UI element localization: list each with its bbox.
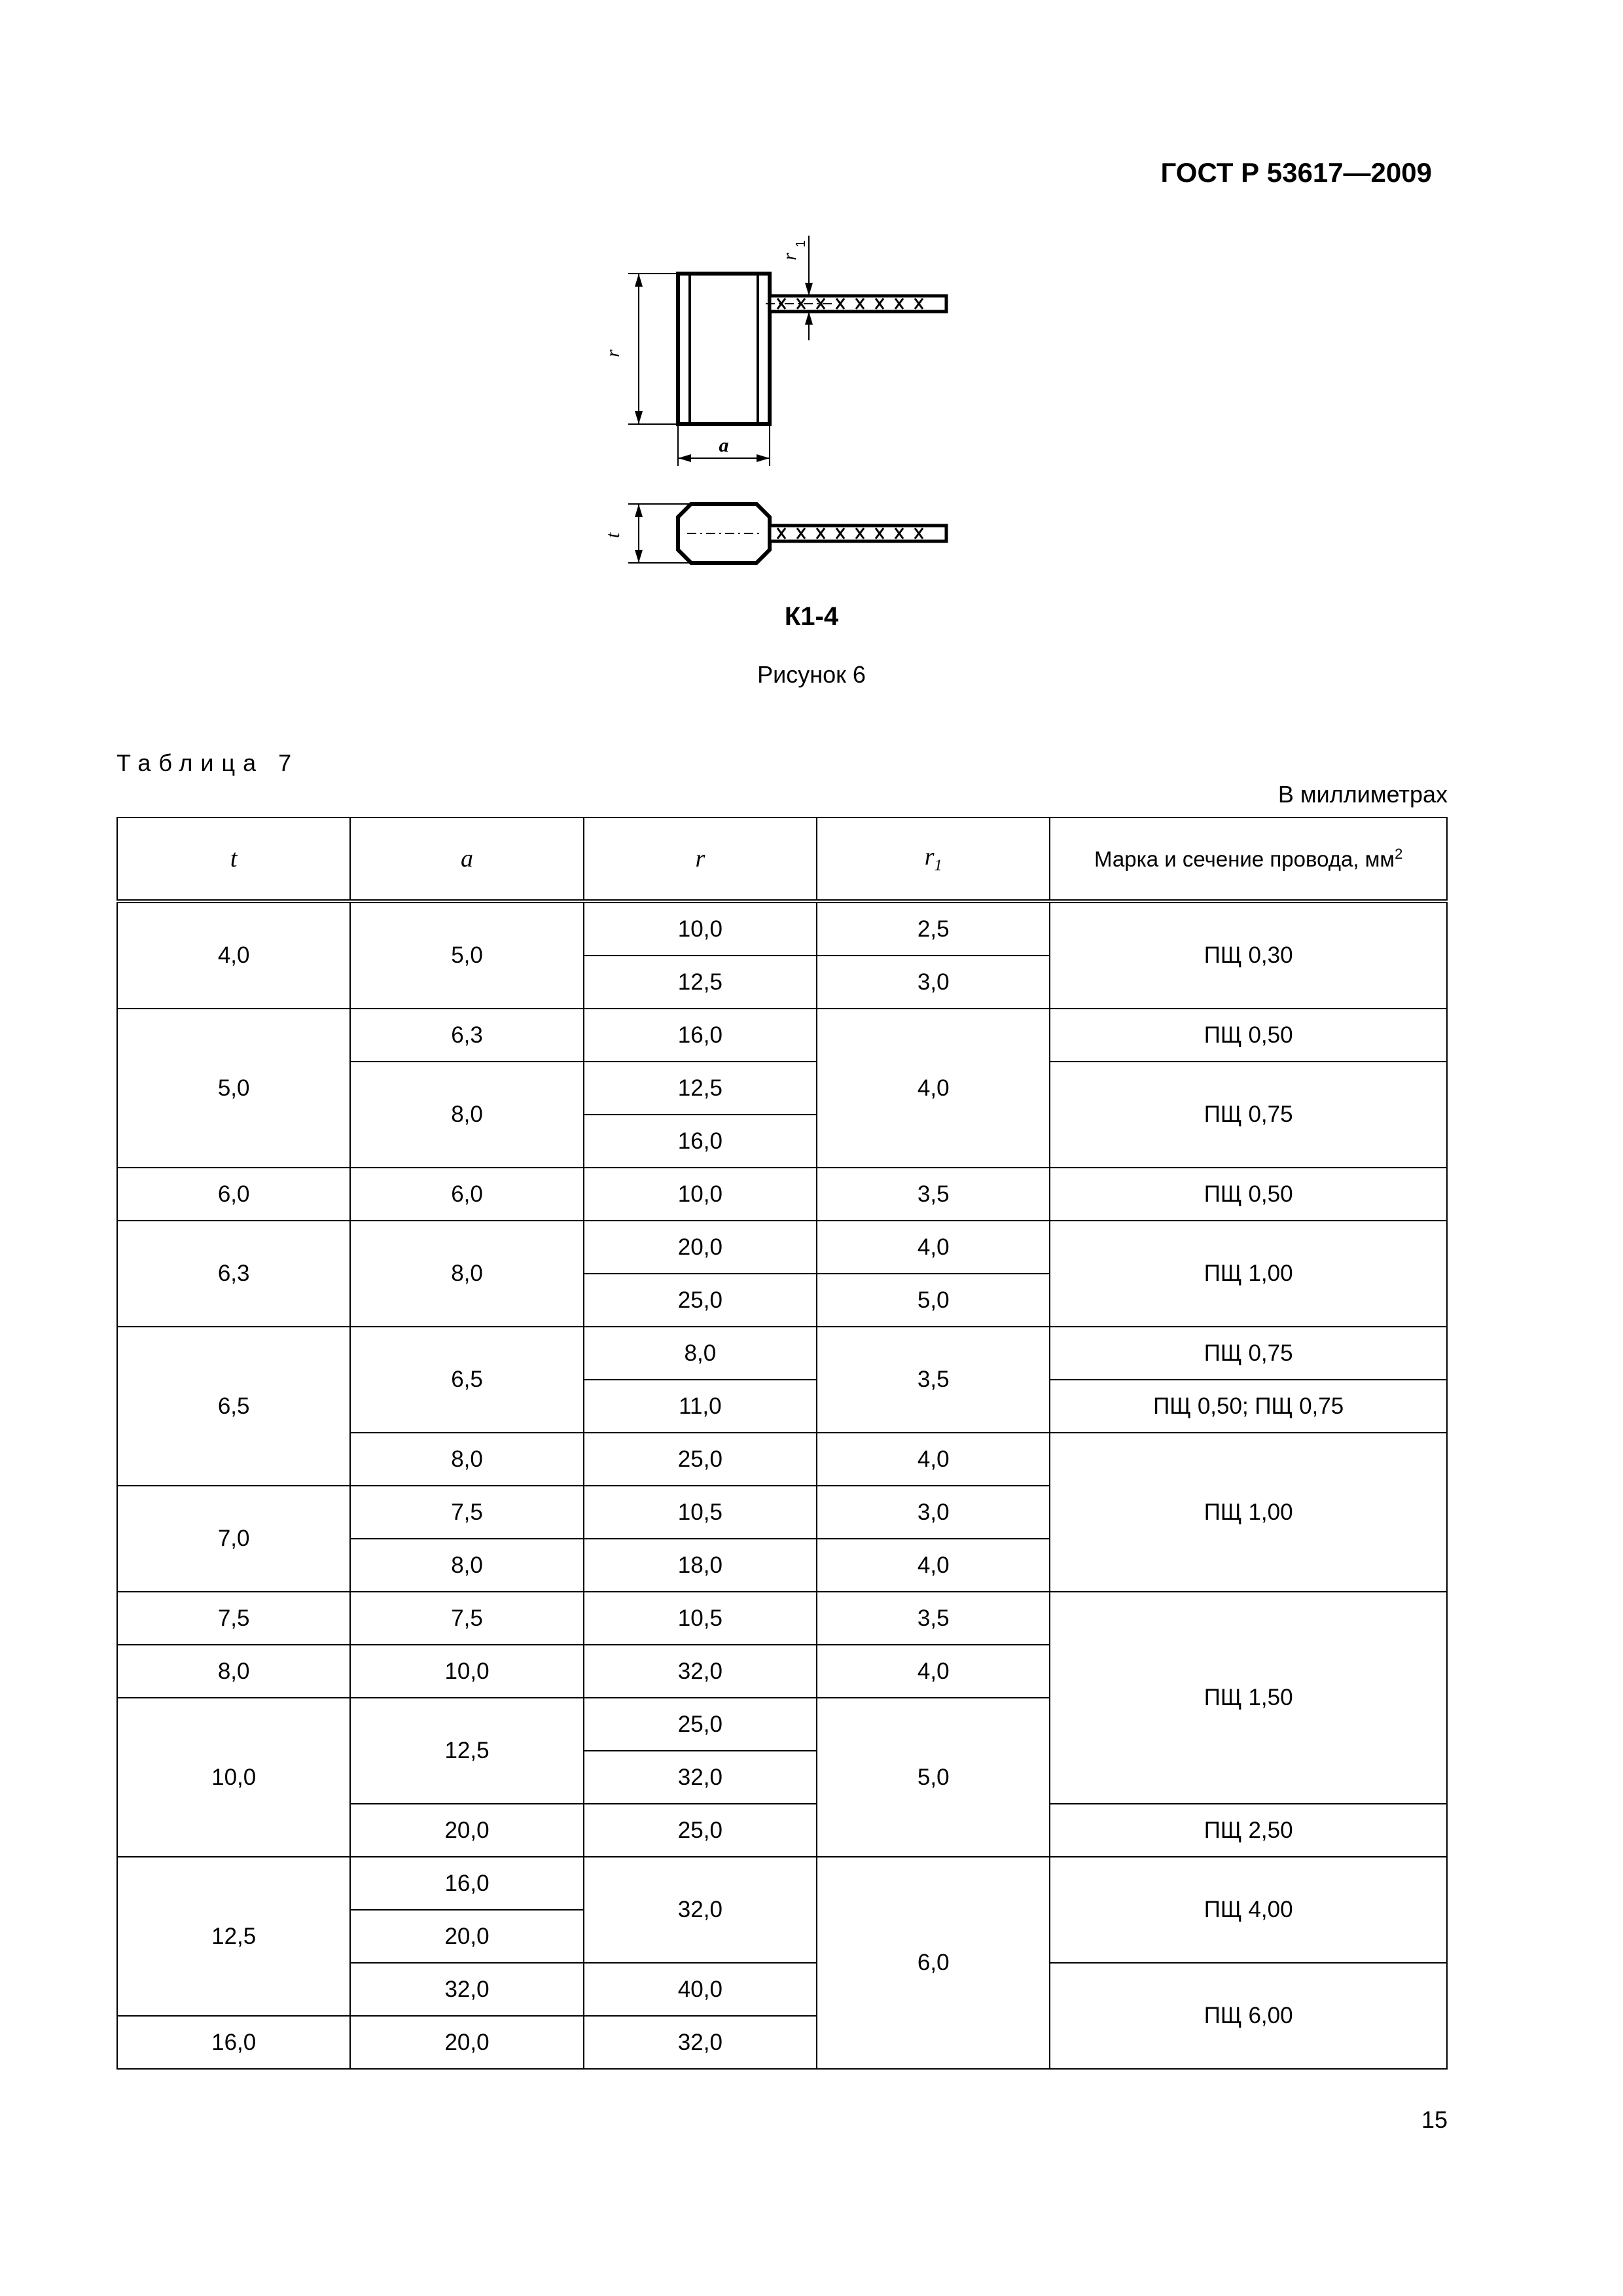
dimensions-table: [116, 817, 1448, 2070]
cell: 6,5: [117, 1327, 350, 1486]
cell: 10,0: [584, 901, 817, 956]
dim-r1: r: [779, 253, 800, 260]
cell: 10,0: [584, 1168, 817, 1221]
cell: 3,0: [817, 1486, 1050, 1539]
dim-a: a: [719, 435, 729, 456]
cell: 3,5: [817, 1168, 1050, 1221]
table-row: [117, 1221, 1447, 1274]
cell: 3,0: [817, 956, 1050, 1009]
cell: 25,0: [584, 1433, 817, 1486]
cell: 16,0: [584, 1115, 817, 1168]
cell: 40,0: [584, 1963, 817, 2016]
cell: 12,5: [350, 1698, 583, 1804]
cell: 32,0: [350, 1963, 583, 2016]
document-code: ГОСТ Р 53617—2009: [1160, 157, 1432, 188]
cell: 12,5: [584, 956, 817, 1009]
terminal-drawing: [589, 223, 955, 628]
cell: 4,0: [817, 1645, 1050, 1698]
cell: 5,0: [817, 1698, 1050, 1857]
dim-t: t: [602, 532, 624, 539]
cell: 10,5: [584, 1592, 817, 1645]
col-header-r1: $r_1$: [817, 817, 1050, 901]
cell: 7,5: [117, 1592, 350, 1645]
cell: ПЩ 0,50: [1050, 1168, 1447, 1221]
table-row: [117, 1857, 1447, 1910]
cell: 3,5: [817, 1592, 1050, 1645]
cell: 5,0: [350, 901, 583, 1009]
col-header-wire: Марка и сечение провода, $мм^2$: [1050, 817, 1447, 901]
cell: 8,0: [350, 1221, 583, 1327]
table-title: Таблица 7: [116, 749, 300, 776]
cell: 3,5: [817, 1327, 1050, 1433]
cell: 4,0: [817, 1433, 1050, 1486]
cell: 6,5: [350, 1327, 583, 1433]
cell: 32,0: [584, 1751, 817, 1804]
cell: 8,0: [350, 1433, 583, 1486]
cell: ПЩ 0,75: [1050, 1062, 1447, 1168]
cell: 16,0: [117, 2016, 350, 2069]
cell: 12,5: [117, 1857, 350, 2016]
col-header-t: t: [117, 817, 350, 901]
cell: 16,0: [350, 1857, 583, 1910]
cell: 4,0: [817, 1221, 1050, 1274]
cell: 8,0: [350, 1062, 583, 1168]
dim-r: r: [602, 350, 624, 357]
table-row: [117, 1168, 1447, 1221]
cell: 20,0: [350, 1910, 583, 1963]
cell: 2,5: [817, 901, 1050, 956]
figure-caption: Рисунок 6: [757, 661, 866, 688]
table-row: [117, 1327, 1447, 1380]
cell: ПЩ 1,00: [1050, 1221, 1447, 1327]
cell: 8,0: [350, 1539, 583, 1592]
table-header-row: [117, 817, 1447, 901]
cell: 18,0: [584, 1539, 817, 1592]
cell: ПЩ 6,00: [1050, 1963, 1447, 2069]
cell: ПЩ 0,30: [1050, 901, 1447, 1009]
cell: 25,0: [584, 1274, 817, 1327]
cell: 5,0: [817, 1274, 1050, 1327]
cell: ПЩ 1,00: [1050, 1433, 1447, 1592]
cell: 7,5: [350, 1592, 583, 1645]
cell: 6,3: [350, 1009, 583, 1062]
table-row: [117, 901, 1447, 956]
cell: 32,0: [584, 1645, 817, 1698]
cell: ПЩ 0,50: [1050, 1009, 1447, 1062]
page-number: 15: [1421, 2106, 1448, 2133]
cell: 12,5: [584, 1062, 817, 1115]
cell: 7,0: [117, 1486, 350, 1592]
table-row: [117, 1009, 1447, 1062]
col-header-r: r: [584, 817, 817, 901]
cell: 25,0: [584, 1698, 817, 1751]
cell: 10,0: [117, 1698, 350, 1857]
cell: ПЩ 4,00: [1050, 1857, 1447, 1963]
cell: 6,0: [817, 1857, 1050, 2069]
cell: 4,0: [117, 901, 350, 1009]
cell: 20,0: [350, 1804, 583, 1857]
cell: 7,5: [350, 1486, 583, 1539]
cell: 20,0: [584, 1221, 817, 1274]
cell: 8,0: [584, 1327, 817, 1380]
svg-text:1: 1: [794, 240, 808, 247]
cell: 6,0: [350, 1168, 583, 1221]
cell: 10,5: [584, 1486, 817, 1539]
figure-label: К1-4: [784, 602, 839, 631]
cell: 5,0: [117, 1009, 350, 1168]
cell: 6,0: [117, 1168, 350, 1221]
cell: 32,0: [584, 1857, 817, 1963]
col-header-a: a: [350, 817, 583, 901]
table-row: [117, 1592, 1447, 1645]
cell: 25,0: [584, 1804, 817, 1857]
cell: 6,3: [117, 1221, 350, 1327]
cell: 32,0: [584, 2016, 817, 2069]
cell: 11,0: [584, 1380, 817, 1433]
cell: 4,0: [817, 1009, 1050, 1168]
cell: ПЩ 2,50: [1050, 1804, 1447, 1857]
cell: 20,0: [350, 2016, 583, 2069]
table-units: В миллиметрах: [1277, 781, 1448, 808]
cell: 16,0: [584, 1009, 817, 1062]
cell: ПЩ 0,75: [1050, 1327, 1447, 1380]
cell: 10,0: [350, 1645, 583, 1698]
cell: 4,0: [817, 1539, 1050, 1592]
terminal-body-top: [678, 274, 770, 424]
cell: ПЩ 0,50; ПЩ 0,75: [1050, 1380, 1447, 1433]
cell: ПЩ 1,50: [1050, 1592, 1447, 1804]
cell: 8,0: [117, 1645, 350, 1698]
